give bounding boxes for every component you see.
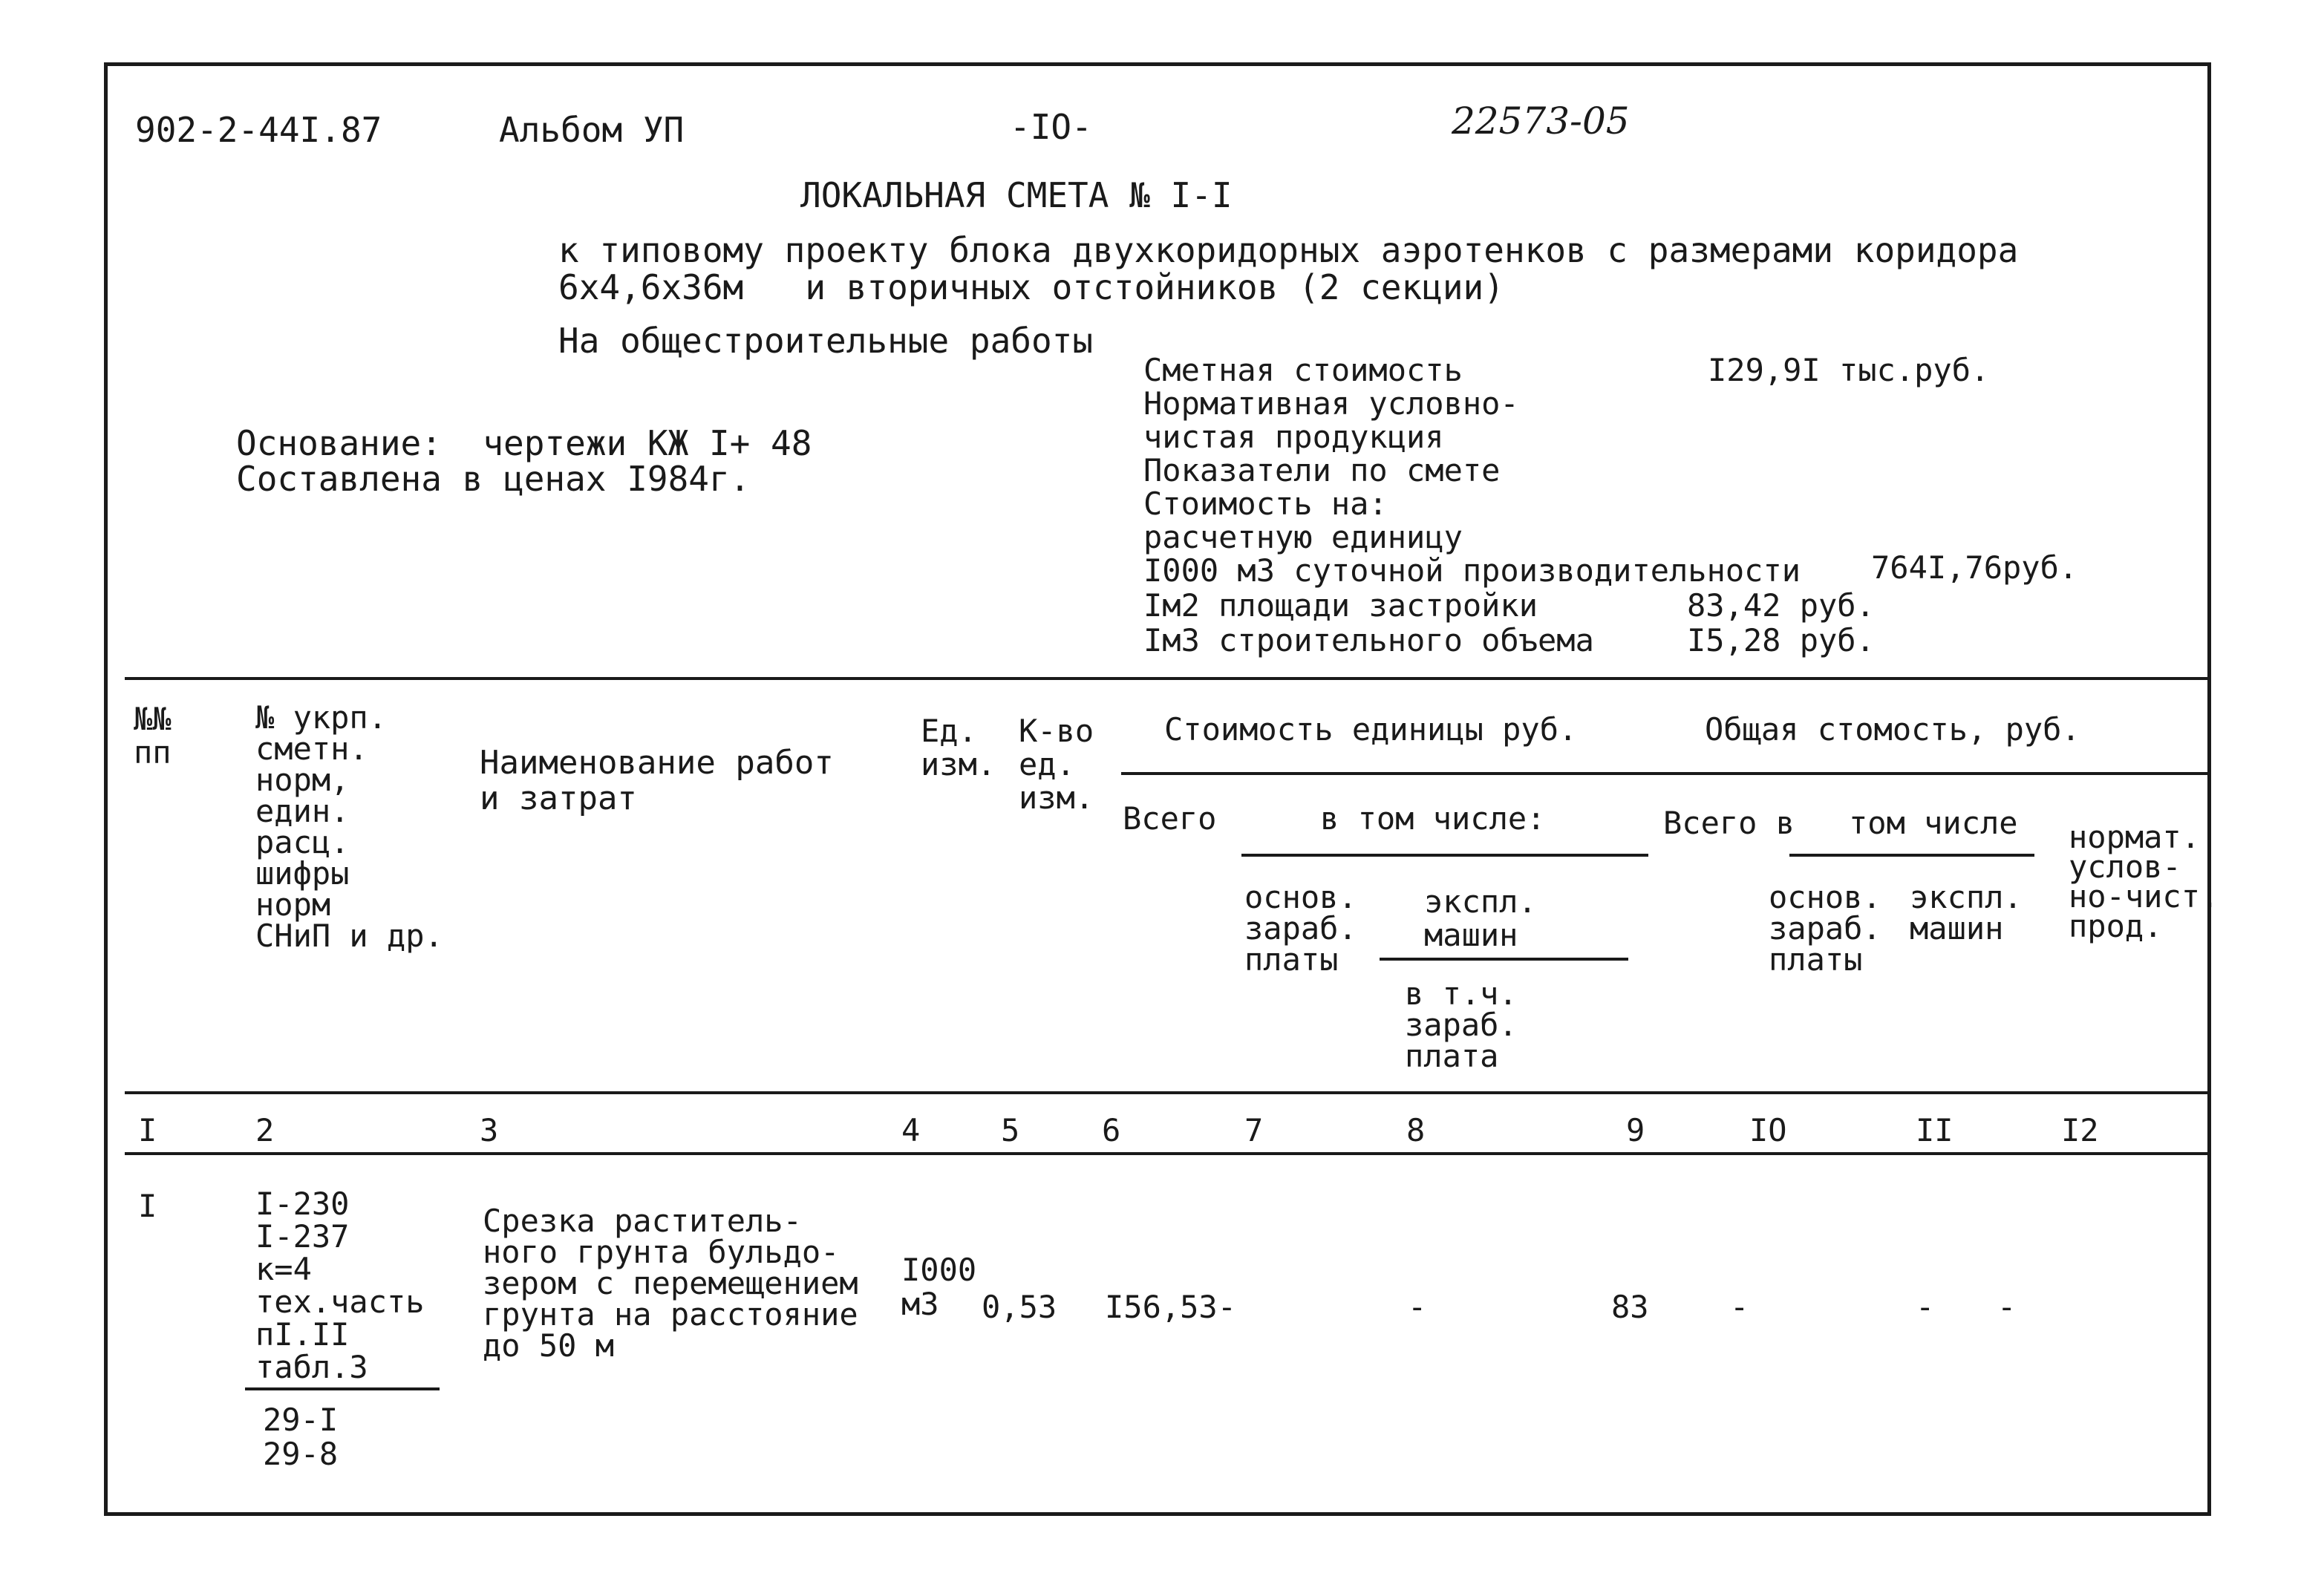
basis-line-2: Составлена в ценах I984г. bbox=[236, 459, 751, 499]
cost-per-m2-value: 83,42 руб. bbox=[1687, 587, 1875, 624]
album-label: Альбом УП bbox=[499, 110, 685, 150]
document-title: ЛОКАЛЬНАЯ СМЕТА № I-I bbox=[800, 175, 1233, 215]
header-total-machines: экспл. машин bbox=[1910, 879, 2023, 947]
table-top-rule bbox=[125, 677, 2208, 680]
summary-line-2: Нормативная условно- bbox=[1143, 385, 1519, 422]
row-unit-machines: - bbox=[1408, 1289, 1427, 1325]
row-qty: 0,53 bbox=[982, 1289, 1057, 1325]
summary-line-3: чистая продукция bbox=[1143, 419, 1444, 455]
frame-right bbox=[2207, 62, 2211, 1516]
header-total-incl: том числе bbox=[1849, 805, 2018, 841]
col-num-7: 7 bbox=[1244, 1112, 1264, 1148]
header-code: № укрп. сметн. норм, един. расц. шифры норм СНиП и др. bbox=[255, 699, 443, 954]
work-type: На общестроительные работы bbox=[558, 321, 1094, 361]
summary-line-6: расчетную единицу bbox=[1143, 519, 1463, 555]
summary-line-4: Показатели по смете bbox=[1143, 452, 1501, 488]
header-unit-incl: в том числе: bbox=[1320, 800, 1546, 837]
column-numbers-rule bbox=[125, 1152, 2208, 1155]
header-total-wages: основ. зараб. платы bbox=[1769, 879, 1881, 978]
row-unit: I000 м3 bbox=[901, 1252, 977, 1322]
col-num-4: 4 bbox=[901, 1112, 921, 1148]
cost-header-rule bbox=[1121, 772, 2208, 775]
row-num: I bbox=[138, 1188, 157, 1224]
header-qty: К-во ед. изм. bbox=[1019, 713, 1094, 816]
col-num-5: 5 bbox=[1001, 1112, 1020, 1148]
row-total-all: 83 bbox=[1611, 1289, 1649, 1325]
summary-line-8: Iм2 площади застройки bbox=[1143, 587, 1538, 624]
subtitle-line-2: 6х4,6х36м и вторичных отстойников (2 секции) bbox=[558, 267, 1504, 307]
row-codes: I-230 I-237 к=4 тех.часть пI.II табл.3 bbox=[255, 1186, 425, 1385]
col-num-1: I bbox=[138, 1112, 157, 1148]
header-total-total: Всего в bbox=[1663, 805, 1795, 841]
header-unit-cost: Стоимость единицы руб. bbox=[1164, 711, 1578, 748]
total-incl-rule bbox=[1789, 854, 2034, 857]
summary-line-7: I000 м3 суточной производительности bbox=[1143, 552, 1801, 589]
col-num-10: IO bbox=[1749, 1112, 1787, 1148]
col-num-2: 2 bbox=[255, 1112, 275, 1148]
header-total-cost: Общая стомость, руб. bbox=[1705, 711, 2080, 748]
row-name: Срезка раститель- ного грунта бульдо- зером с перемещением грунта на расстояние до 50 м bbox=[483, 1203, 858, 1364]
col-num-3: 3 bbox=[480, 1112, 499, 1148]
row-codes-below: 29-I 29-8 bbox=[263, 1402, 339, 1472]
row-total-wages: - bbox=[1730, 1289, 1749, 1325]
project-code: 902-2-44I.87 bbox=[135, 110, 382, 150]
code-underline bbox=[245, 1387, 440, 1390]
header-unit: Ед. изм. bbox=[921, 713, 996, 782]
header-wages: основ. зараб. платы bbox=[1244, 879, 1357, 978]
col-num-6: 6 bbox=[1102, 1112, 1121, 1148]
summary-line-5: Стоимость на: bbox=[1143, 486, 1388, 522]
summary-line-1: Сметная стоимость bbox=[1143, 352, 1463, 388]
frame-left bbox=[104, 62, 108, 1516]
header-norm-clean: нормат. услов- но-чист. прод. bbox=[2069, 819, 2219, 944]
header-name: Наименование работ и затрат bbox=[480, 744, 834, 817]
handwritten-number: 22573-05 bbox=[1452, 99, 1630, 143]
header-machine-wages: в т.ч. зараб. плата bbox=[1405, 975, 1518, 1074]
row-unit-total: I56,53- bbox=[1105, 1289, 1237, 1325]
subtitle-line-1: к типовому проекту блока двухкоридорных аэротенков с размерами коридора bbox=[558, 230, 2019, 270]
unit-incl-rule bbox=[1241, 854, 1648, 857]
header-num: №№ пп bbox=[134, 701, 172, 771]
frame-top bbox=[104, 62, 2211, 66]
page-number: -IO- bbox=[1010, 107, 1092, 147]
summary-line-9: Iм3 строительного объема bbox=[1143, 622, 1594, 658]
basis-line-1: Основание: чертежи КЖ I+ 48 bbox=[236, 423, 812, 463]
header-machines: экспл. машин bbox=[1424, 883, 1537, 953]
row-total-machines: - bbox=[1916, 1289, 1935, 1325]
cost-per-m3-value: I5,28 руб. bbox=[1687, 622, 1875, 658]
frame-bottom bbox=[104, 1512, 2211, 1516]
col-num-11: II bbox=[1916, 1112, 1953, 1148]
cost-per-1000m3-value: 764I,76руб. bbox=[1871, 549, 2078, 586]
header-unit-total: Всего bbox=[1123, 800, 1217, 837]
estimate-cost-value: I29,9I тыс.руб. bbox=[1708, 352, 1990, 388]
col-num-9: 9 bbox=[1626, 1112, 1645, 1148]
row-total-norm: - bbox=[1997, 1289, 2017, 1325]
col-num-12: I2 bbox=[2061, 1112, 2099, 1148]
header-bottom-rule bbox=[125, 1091, 2208, 1094]
col-num-8: 8 bbox=[1406, 1112, 1426, 1148]
machines-rule bbox=[1380, 958, 1628, 961]
